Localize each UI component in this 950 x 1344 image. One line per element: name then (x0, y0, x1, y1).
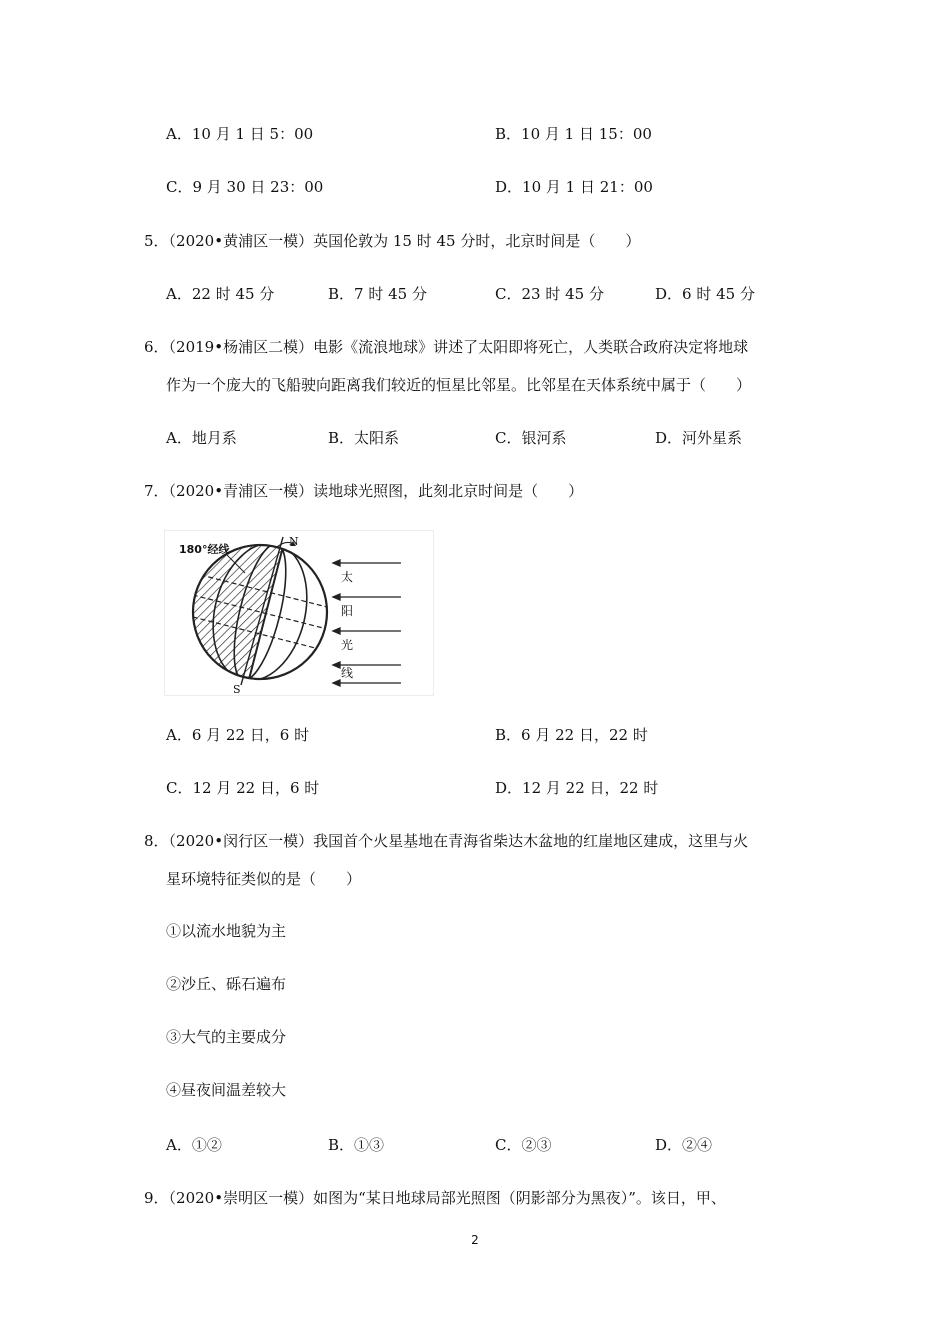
q5-option-b: B．7 时 45 分 (328, 285, 427, 303)
q5-option-d: D．6 时 45 分 (655, 285, 755, 303)
earth-illumination-diagram (165, 531, 433, 695)
q5-option-a: A．22 时 45 分 (166, 285, 275, 303)
label-south: S (233, 683, 241, 695)
sun-char-2: 阳 (341, 604, 354, 618)
q7-option-d: D．12 月 22 日，22 时 (495, 779, 659, 797)
q8-item-2: ②沙丘、砾石遍布 (166, 975, 287, 993)
label-180-meridian: 180°经线 (179, 543, 230, 556)
q4-option-d: D．10 月 1 日 21：00 (495, 178, 653, 196)
q4-option-a: A．10 月 1 日 5：00 (166, 125, 314, 143)
q5-stem: 5．（2020•黄浦区一模）英国伦敦为 15 时 45 分时，北京时间是（ ） (144, 232, 641, 250)
q6-stem-line2: 作为一个庞大的飞船驶向距离我们较近的恒星比邻星。比邻星在天体系统中属于（ ） (166, 376, 752, 394)
q8-stem-line2: 星环境特征类似的是（ ） (166, 870, 362, 888)
q8-option-b: B．①③ (328, 1136, 385, 1154)
sun-char-3: 光 (341, 638, 354, 652)
q9-stem-line1: 9．（2020•崇明区一模）如图为“某日地球局部光照图（阴影部分为黑夜）”。该日，甲、 (144, 1189, 726, 1207)
q4-option-c: C．9 月 30 日 23：00 (166, 178, 324, 196)
q6-option-d: D．河外星系 (655, 429, 743, 447)
q8-option-a: A．①② (166, 1136, 222, 1154)
q6-stem-line1: 6．（2019•杨浦区二模）电影《流浪地球》讲述了太阳即将死亡，人类联合政府决定将地球 (144, 338, 749, 356)
q8-item-4: ④昼夜间温差较大 (166, 1081, 287, 1099)
sun-char-1: 太 (341, 570, 354, 584)
label-north: N (289, 535, 299, 548)
q7-option-c: C．12 月 22 日，6 时 (166, 779, 320, 797)
q7-option-b: B．6 月 22 日，22 时 (495, 726, 648, 744)
q7-stem: 7．（2020•青浦区一模）读地球光照图，此刻北京时间是（ ） (144, 482, 584, 500)
sun-char-4: 线 (341, 666, 354, 680)
q8-option-d: D．②④ (655, 1136, 713, 1154)
q8-item-3: ③大气的主要成分 (166, 1028, 287, 1046)
q7-option-a: A．6 月 22 日，6 时 (166, 726, 310, 744)
earth-illumination-figure (164, 530, 434, 696)
q8-stem-line1: 8．（2020•闵行区一模）我国首个火星基地在青海省柴达木盆地的红崖地区建成，这里与火 (144, 832, 749, 850)
page-number: 2 (471, 1233, 479, 1247)
q8-item-1: ①以流水地貌为主 (166, 922, 287, 940)
q5-option-c: C．23 时 45 分 (495, 285, 604, 303)
q4-option-b: B．10 月 1 日 15：00 (495, 125, 652, 143)
q6-option-c: C．银河系 (495, 429, 567, 447)
q6-option-b: B．太阳系 (328, 429, 400, 447)
q6-option-a: A．地月系 (166, 429, 237, 447)
q8-option-c: C．②③ (495, 1136, 552, 1154)
